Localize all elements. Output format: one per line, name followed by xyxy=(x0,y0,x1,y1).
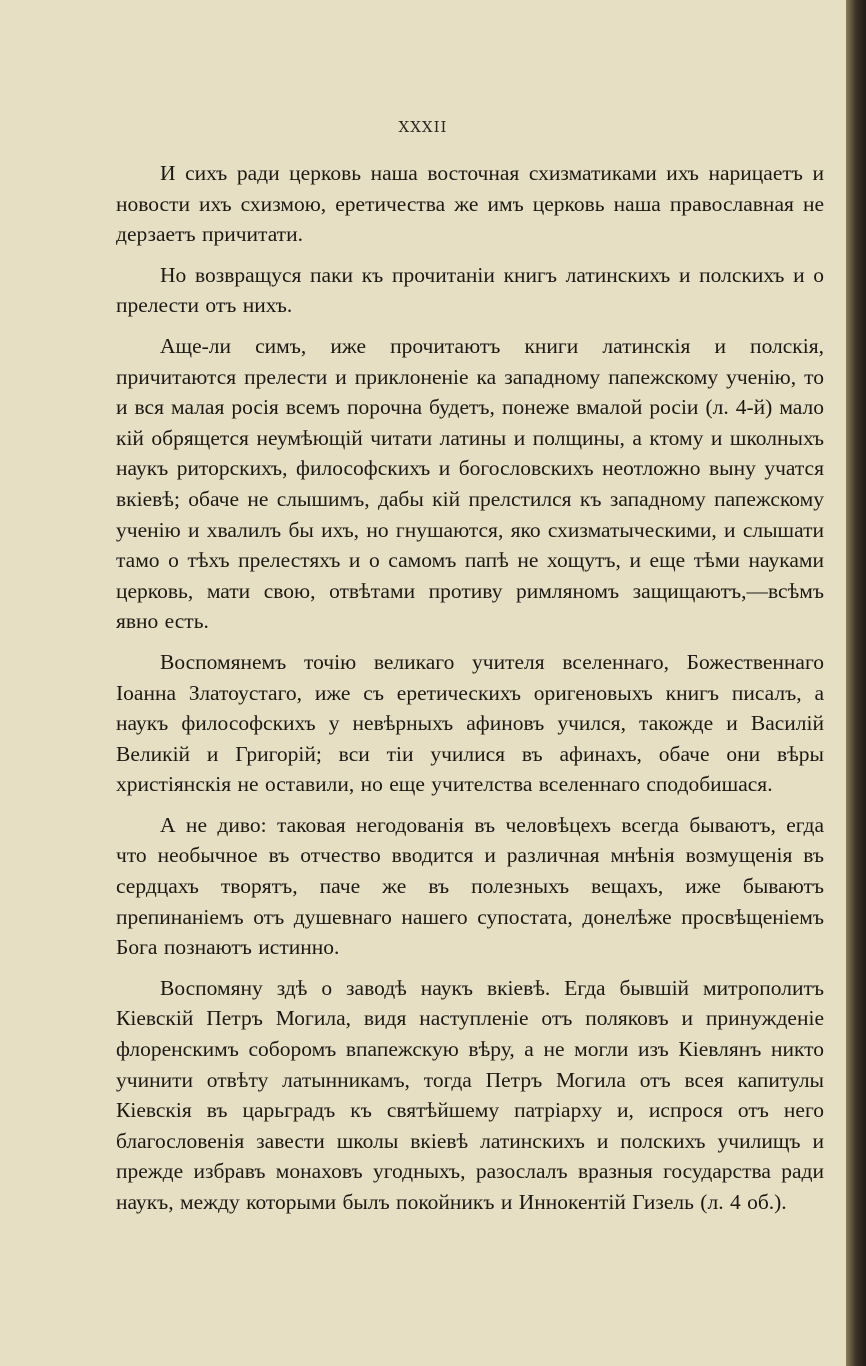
paragraph-5: А не диво: таковая негодованiя въ человѣцехъ всегда бываютъ, егда что необычное въ отчество вводится и различная мнѣнiя возмущенiя въ сердцахъ творятъ, паче же въ полезныхъ вещахъ, иже бываютъ препинанiемъ отъ душевнаго нашего супостата, донелѣже просвѣщенiемъ Бога познаютъ истинно. xyxy=(116,812,824,960)
book-spine-shadow xyxy=(846,0,866,1366)
paragraph-2: Но возвращуся паки къ прочитанiи книгъ латинскихъ и полскихъ и о прелести отъ нихъ. xyxy=(116,262,824,318)
paragraph-1: И сихъ ради церковь наша восточная схизматиками ихъ нарицаетъ и новости ихъ схизмою, еретичества же имъ церковь наша православная не дерзаетъ причитати. xyxy=(116,161,824,247)
paragraph-6: Воспомяну здѣ о заводѣ наукъ вкiевѣ. Егда бывшiй митрополитъ Кiевскiй Петръ Могила, видя наступленiе отъ поляковъ и принужденiе флоренскимъ соборомъ впапежскую вѣру, а не могли изъ Кiевлянъ никто учинити отвѣту латынникамъ, тогда Петръ Могила отъ всея капитулы Кiевскiя въ царьградъ къ святѣйшему патрiарху и, испрося отъ него благословенiя завести школы вкiевѣ латинскихъ и полскихъ училищъ и прежде избравъ монаховъ угодныхъ, разослалъ вразныя государства ради наукъ, между которыми былъ покойникъ и Иннокентiй Гизель (л. 4 об.). xyxy=(116,975,824,1214)
page-number-header: XXXII xyxy=(398,118,448,136)
paragraph-4: Воспомянемъ точiю великаго учителя вселеннаго, Божественнаго Iоанна Златоустаго, иже съ еретическихъ оригеновыхъ книгъ писалъ, а наукъ философскихъ у невѣрныхъ афиновъ учился, такожде и Василiй Великiй и Григорiй; вси тiи училися въ афинахъ, обаче они вѣры христiянскiя не оставили, но еще учителства вселеннаго сподобишася. xyxy=(116,649,824,797)
paragraph-3: Аще-ли симъ, иже прочитаютъ книги латинскiя и полскiя, причитаются прелести и приклоненiе ка западному папежскому ученiю, то и вся малая росiя всемъ порочна будетъ, понеже вмалой росiи (л. 4-й) мало кiй обрящется неумѣющiй читати латины и полщины, а ктому и школныхъ наукъ риторскихъ, философскихъ и богословскихъ неотложно выну учатся вкiевѣ; обаче не слышимъ, дабы кiй прелстился къ западному папежскому ученiю и хвалилъ бы ихъ, но гнушаются, яко схизматыческими, и слышати тамо о тѣхъ прелестяхъ и о самомъ папѣ не хощутъ, и еще тѣми науками церковь, мати свою, отвѣтами противу римляномъ защищаютъ,—всѣмъ явно есть. xyxy=(116,333,824,634)
text-column xyxy=(116,158,824,1218)
